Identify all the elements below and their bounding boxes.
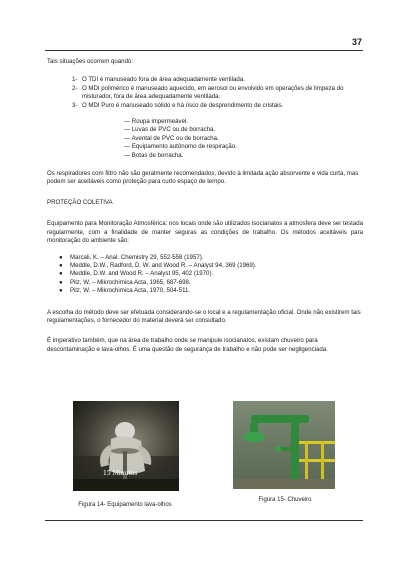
figure2-caption: Figura 15- Chuveiro <box>258 497 312 503</box>
page-content <box>47 56 363 354</box>
reference-item <box>59 279 363 287</box>
reference-item <box>59 262 363 270</box>
bullet-icon: ● <box>59 287 63 295</box>
equipment-item: — Roupa impermeável. <box>124 118 363 126</box>
numbered-item <box>72 76 363 84</box>
reference-text: Pilz, W. – Mikrochimica Acta, 1970, 504-511. <box>70 287 191 295</box>
reference-text: Pilz, W. – Mikrochimica Acta, 1965, 687-698. <box>70 278 191 286</box>
reference-list <box>59 254 363 296</box>
footer-rule <box>45 520 363 521</box>
reference-text: Meddle, D.W. and Wood R. – Analyst 95, 402 (1970). <box>70 270 214 278</box>
item-number: 3- <box>72 101 78 109</box>
intro-text: Tais situações ocorrem quando: <box>47 58 134 65</box>
item-text: O MDI polimérico é manuseado aquecido, em aerosol ou envolvido em operações de limpeza do misturador, fora de área adequadamente ventilada. <box>82 84 344 101</box>
monitoring-paragraph: Equipamento para Monitoração Atmosférica: nos locais onde são utilizados isocianatos a atmosfera deve ser testada regularmente, com a finalidade de manter seguras as condições de trabalho. Os métodos aceitáveis para monitoração do ambiente são: <box>47 220 363 245</box>
reference-text: Marcali, K. – Anal. Chemistry 29, 552-558 (1957). <box>70 253 204 261</box>
item-text: O MDI Puro é manuseado sólido e há risco de desprendimento de cristais. <box>82 101 284 109</box>
equipment-item: — Equipamento autônomo de respiração. <box>124 143 363 151</box>
method-paragraph: A escolha do método deve ser efetuada considerando-se o local e a regulamentação oficial. Onde não existirem tais regulamentações, o fornecedor do material deverá ser consultado. <box>47 308 361 324</box>
equipment-item: — Luvas de PVC ou de borracha. <box>124 126 363 134</box>
numbered-item <box>72 85 363 102</box>
equipment-list <box>124 118 363 160</box>
section-heading: PROTEÇÃO COLETIVA <box>47 198 113 206</box>
item-number: 2- <box>72 84 78 92</box>
bullet-icon: ● <box>59 278 63 286</box>
bullet-icon: ● <box>59 261 63 269</box>
numbered-list <box>72 76 363 110</box>
item-number: 1- <box>72 76 78 84</box>
shower-photo <box>233 401 335 489</box>
reference-item <box>59 254 363 262</box>
reference-item <box>59 287 363 295</box>
reference-text: Meddle, D.W., Radford, D. W. and Wood R. – Analyst 94, 369 (1969). <box>70 261 257 269</box>
equipment-item: — Avental de PVC ou de borracha. <box>124 135 363 143</box>
header-rule <box>45 50 363 51</box>
numbered-item <box>72 102 363 110</box>
bullet-icon: ● <box>59 253 63 261</box>
page-number: 37 <box>351 37 362 47</box>
figure1-caption: Figura 14- Equipamento lava-olhos <box>78 502 172 508</box>
figure1-overlay-text: 15 Minutos <box>103 470 138 477</box>
reference-item <box>59 270 363 278</box>
respirators-paragraph: Os respiradores com filtro não são geralmente recomendados, devido à limitada ação absorvente e vida curta, mas podem ser aceitáveis como proteção para curto espaço de tempo. <box>47 170 359 186</box>
item-text: O TDI é manuseado fora de área adequadamente ventilada. <box>82 76 245 84</box>
eyewash-photo <box>73 401 179 491</box>
equipment-item: — Botas de borracha. <box>124 152 363 160</box>
bullet-icon: ● <box>59 270 63 278</box>
shower-paragraph: É imperativo também, que na área de trabalho onde se manipule isocianatos, existam chuveiro para descontaminação e lava-olhos. É uma questão de segurança de trabalho e não pode ser negligenciada. <box>47 337 328 353</box>
